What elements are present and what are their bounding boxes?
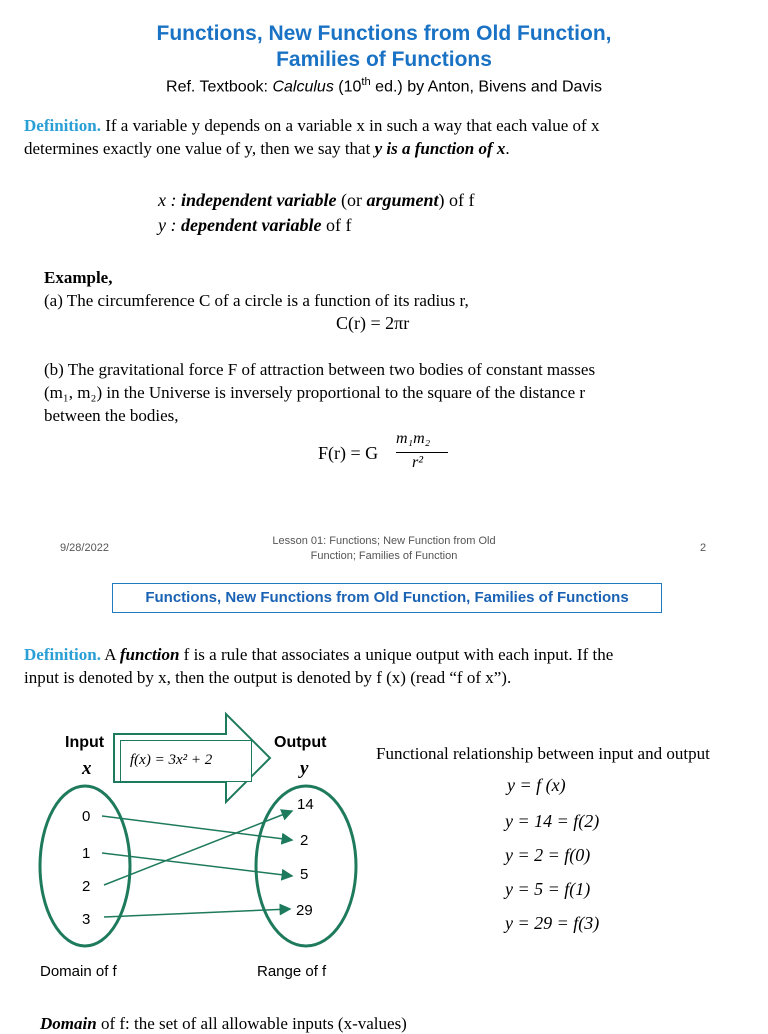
input-variable: x: [82, 758, 92, 779]
output-value-29: 29: [296, 902, 313, 919]
footer-page-number: 2: [700, 542, 707, 554]
definition-line2: [24, 139, 510, 159]
domain-term: Domain: [40, 1014, 97, 1033]
definition-text2c: .: [505, 139, 510, 158]
input-label: Input: [65, 734, 105, 751]
ref-book: Calculus: [272, 78, 334, 96]
domain-def-text: of f: the set of all allowable inputs (x-values): [96, 1014, 407, 1033]
relation-29: y = 29 = f(3): [505, 913, 600, 933]
function-term: function: [119, 645, 180, 664]
y-var: y :: [158, 215, 181, 235]
reference-line: [0, 76, 768, 96]
page-title-line2: Families of Functions: [276, 48, 492, 71]
map-arrow-3-to-29: [104, 909, 290, 917]
output-variable: y: [300, 758, 309, 779]
definition-text1: If a variable y depends on a variable x in such a way that each value of x: [100, 116, 600, 135]
input-value-3: 3: [82, 911, 91, 928]
gravity-equation-denominator: r²: [412, 454, 424, 471]
footer-lesson-line1: Lesson 01: Functions; New Function from Old: [272, 535, 496, 547]
gravity-equation-numerator: m₁m₂: [396, 430, 431, 447]
section-title-box: Functions, New Functions from Old Function, Families of Functions: [112, 583, 662, 613]
input-value-2: 2: [82, 878, 91, 895]
definition-line1: [24, 116, 599, 136]
def2-a: A: [100, 645, 120, 664]
argument-term: argument: [366, 190, 439, 210]
ref-ed-sup: th: [361, 76, 371, 88]
fraction-bar: [396, 452, 448, 453]
relation-title: Functional relationship between input and output: [376, 744, 710, 763]
definition-label: Definition.: [24, 116, 101, 135]
domain-definition-cut: [40, 1014, 407, 1034]
example-b-line3: between the bodies,: [44, 406, 179, 425]
y-line-c: of f: [321, 215, 352, 235]
example-label: Example,: [44, 268, 113, 287]
output-label: Output: [274, 734, 327, 751]
relation-5: y = 5 = f(1): [505, 879, 591, 899]
footer-date: 9/28/2022: [60, 542, 109, 554]
relation-general: y = f (x): [507, 775, 566, 795]
def2-c: f is a rule that associates a unique output with each input. If the: [179, 645, 614, 664]
dependent-variable-line: [158, 215, 351, 236]
formula-text: f(x) = 3x² + 2: [130, 752, 213, 768]
domain-label: Domain of f: [40, 963, 117, 980]
example-a-text: (a) The circumference C of a circle is a function of its radius r,: [44, 291, 469, 310]
function-definition-line1: [24, 645, 613, 665]
input-value-0: 0: [82, 808, 91, 825]
relation-14: y = 14 = f(2): [505, 811, 600, 831]
ref-prefix: Ref. Textbook:: [166, 78, 273, 96]
x-var: x :: [158, 190, 181, 210]
definition-emph: y is a function of x: [374, 139, 506, 158]
dependent-variable-term: dependent variable: [180, 215, 322, 235]
definition-text2a: determines exactly one value of y, then we say that: [24, 139, 375, 158]
ref-ed-b: ed.) by Anton, Bivens and Davis: [370, 78, 602, 96]
output-value-2: 2: [300, 832, 309, 849]
gravity-equation-lhs: F(r) = G: [318, 443, 379, 463]
output-value-5: 5: [300, 866, 309, 883]
map-arrow-2-to-14: [104, 811, 292, 885]
definition-label-2: Definition.: [24, 645, 101, 664]
example-a-equation: C(r) = 2πr: [336, 313, 410, 333]
page-title-line1: Functions, New Functions from Old Function,: [156, 22, 612, 45]
function-definition-line2: input is denoted by x, then the output is denoted by f (x) (read “f of x”).: [24, 668, 512, 687]
example-b-line2: (m₁, m₂) in the Universe is inversely proportional to the square of the distance r: [44, 383, 586, 402]
independent-variable-term: independent variable: [180, 190, 337, 210]
x-line-e: ) of f: [438, 190, 475, 210]
example-b-line1: (b) The gravitational force F of attraction between two bodies of constant masses: [44, 360, 596, 379]
relation-2: y = 2 = f(0): [505, 845, 591, 865]
range-label: Range of f: [257, 963, 327, 980]
input-value-1: 1: [82, 845, 91, 862]
independent-variable-line: [158, 190, 475, 211]
output-value-14: 14: [297, 796, 314, 813]
ref-ed-a: (10: [333, 78, 362, 96]
map-arrow-0-to-2: [102, 816, 292, 840]
footer-lesson-line2: Function; Families of Function: [310, 550, 458, 562]
x-line-c: (or: [336, 190, 367, 210]
